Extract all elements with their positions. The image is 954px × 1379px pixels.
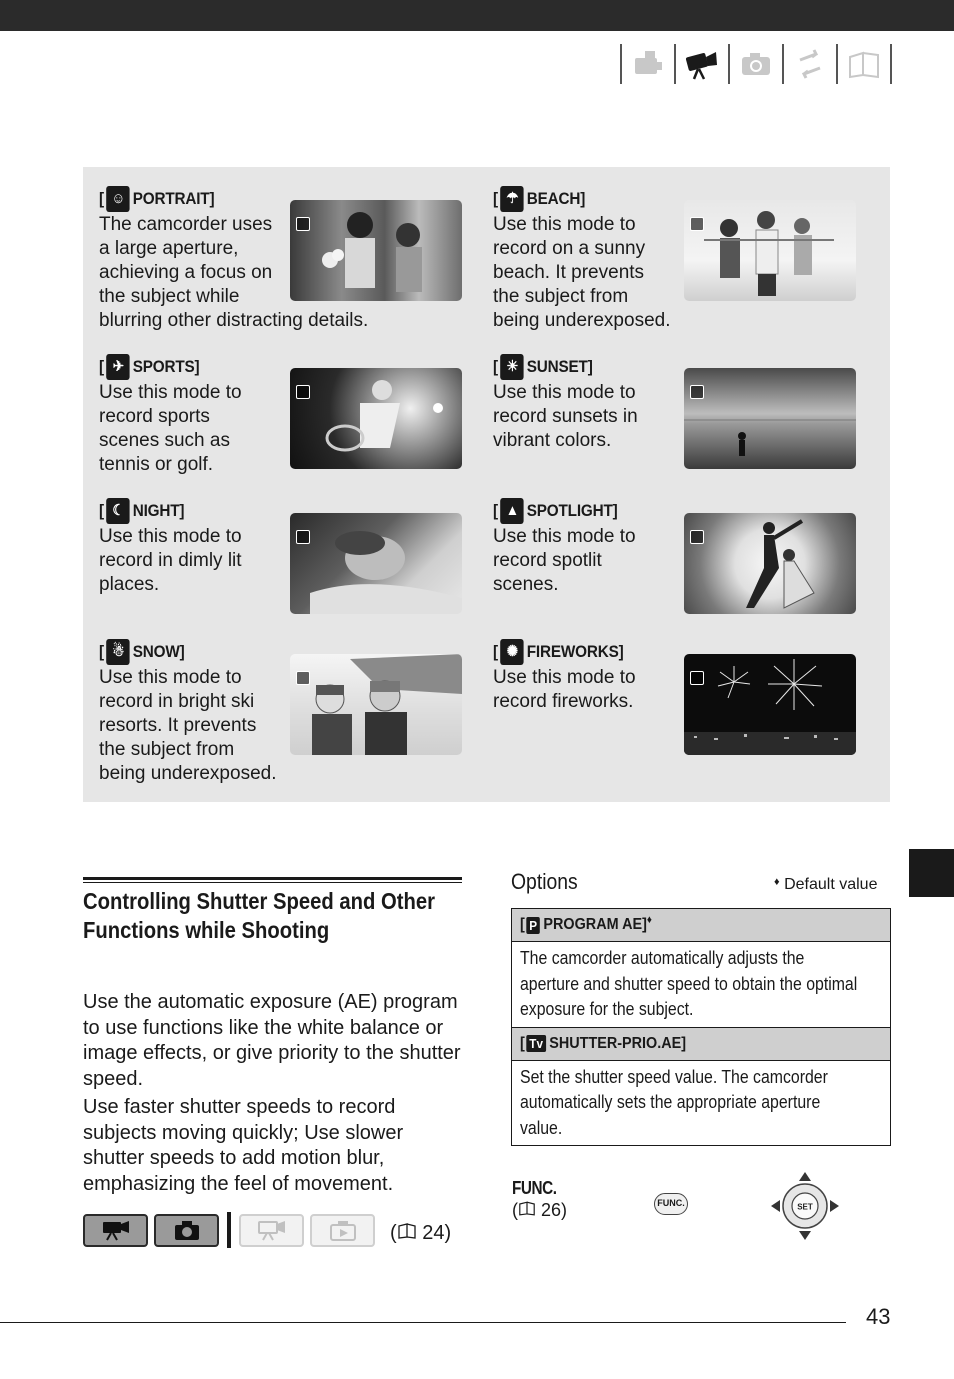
intro-text: [83, 990, 463, 1197]
scene-name: FIREWORKS]: [526, 642, 624, 661]
text-line: Use this mode to: [493, 526, 636, 547]
scene-name: SPORTS]: [132, 357, 200, 376]
text-line: record in dimly lit: [99, 550, 242, 571]
text-line: Use this mode to: [493, 667, 636, 688]
sports-sample-photo: [290, 368, 462, 469]
text-line: record sports: [99, 406, 210, 427]
text-line: record spotlit: [493, 550, 602, 571]
text-line: Use this mode to: [99, 382, 242, 403]
bracket: [: [99, 501, 104, 520]
chapter-icon-strip: [620, 44, 892, 86]
photo-mode-icon: [154, 1214, 219, 1247]
sports-icon: ✈: [107, 354, 130, 380]
section-rule: [83, 877, 462, 880]
text-line: aperture and shutter speed to obtain the optimal: [520, 973, 858, 994]
page-ref-number: 26): [536, 1200, 568, 1220]
book-ref-icon: [397, 1222, 417, 1244]
book-icon: [838, 44, 890, 84]
scene-name: SNOW]: [132, 642, 185, 661]
beach-icon: [690, 217, 704, 231]
text-line: record on a sunny: [493, 238, 646, 259]
camera-dock-icon: [622, 44, 674, 84]
option-description: [512, 942, 890, 1028]
movie-mode-icon: [83, 1214, 148, 1247]
bracket: [: [493, 642, 498, 661]
fireworks-icon: ✺: [501, 639, 524, 665]
spotlight-icon: ▲: [501, 498, 524, 524]
snow-icon: [296, 671, 310, 685]
chapter-side-tab: [909, 849, 954, 897]
text-line: scenes.: [493, 574, 559, 595]
mode-indicators: [83, 1212, 381, 1248]
bracket: [: [99, 642, 104, 661]
snow-sample-photo: [290, 654, 462, 755]
func-label: FUNC.: [512, 1178, 557, 1198]
text-line: being underexposed.: [99, 763, 277, 784]
scene-name: PORTRAIT]: [132, 189, 215, 208]
night-moon-icon: [296, 530, 310, 544]
scene-name: SUNSET]: [526, 357, 593, 376]
page-reference: [390, 1222, 451, 1245]
section-rule: [83, 882, 462, 883]
option-description: [512, 1061, 890, 1146]
shutter-priority-icon: Tv: [527, 1035, 546, 1052]
text-line: the subject from: [99, 739, 235, 760]
scene-name: BEACH]: [526, 189, 586, 208]
text-line: record in bright ski: [99, 691, 255, 712]
default-marker: ♦: [646, 914, 652, 926]
heading-line: Functions while Shooting: [83, 917, 330, 943]
bracket: [: [493, 501, 498, 520]
scene-name: NIGHT]: [132, 501, 185, 520]
bracket: [: [493, 189, 498, 208]
text-line: beach. It prevents: [493, 262, 645, 283]
sunset-icon: ☀: [501, 354, 524, 380]
text-line: tennis or golf.: [99, 454, 214, 475]
text-line: Use this mode to: [99, 526, 242, 547]
page-number: 43: [866, 1304, 891, 1329]
text-line: value.: [520, 1117, 563, 1138]
func-reference: [512, 1178, 567, 1221]
option-header-shutter-prio: [512, 1028, 890, 1061]
spotlight-icon: [690, 530, 704, 544]
option-name: SHUTTER-PRIO.AE]: [549, 1034, 687, 1052]
paragraph: Use faster shutter speeds to record subjects moving quickly; Use slower shutter speeds to add motion blur, emphasizing the feel of movement.: [83, 1096, 404, 1195]
text-line: The camcorder automatically adjusts the: [520, 948, 805, 968]
text-line: blurring other distracting details.: [99, 310, 369, 331]
scene-name: SPOTLIGHT]: [526, 501, 618, 520]
movie-playback-mode-icon: [239, 1214, 304, 1247]
text-line: automatically sets the appropriate aperture: [520, 1092, 821, 1112]
bracket: [: [99, 357, 104, 376]
top-bar: [0, 0, 954, 31]
text-line: Use this mode to: [493, 214, 636, 235]
func-page-ref: [512, 1200, 567, 1221]
paren: (: [390, 1222, 397, 1244]
text-line: achieving a focus on: [99, 262, 273, 283]
text-line: record sunsets in: [493, 406, 638, 427]
default-text: Default value: [784, 876, 878, 893]
joystick-icon: [770, 1171, 840, 1241]
beach-sample-photo: [684, 200, 856, 301]
fireworks-icon: [690, 671, 704, 685]
snow-icon: ☃: [107, 639, 130, 665]
night-moon-icon: ☾: [107, 498, 130, 524]
night-sample-photo: [290, 513, 462, 614]
transfer-arrows-icon: [784, 44, 836, 84]
func-button-icon: FUNC.: [654, 1193, 688, 1215]
page-ref-number: 24): [416, 1222, 452, 1244]
book-ref-icon: [518, 1200, 536, 1220]
text-line: The camcorder uses: [99, 214, 273, 235]
paragraph: Use the automatic exposure (AE) program to use functions like the white balance or image effects, or give priority to the shutter speed.: [83, 991, 461, 1090]
fireworks-sample-photo: [684, 654, 856, 755]
text-line: the subject from: [493, 286, 629, 307]
heading-line: Controlling Shutter Speed and Other: [83, 888, 435, 914]
portrait-icon: ☺: [107, 186, 130, 212]
text-line: Set the shutter speed value. The camcorder: [520, 1066, 828, 1087]
text-line: being underexposed.: [493, 310, 671, 331]
default-marker: ♦: [774, 876, 780, 888]
sunset-sample-photo: [684, 368, 856, 469]
portrait-sample-photo: [290, 200, 462, 301]
option-name: PROGRAM AE]: [543, 916, 647, 933]
text-line: record fireworks.: [493, 691, 634, 712]
text-line: scenes such as: [99, 430, 230, 451]
mode-divider: [227, 1212, 231, 1248]
program-ae-icon: P: [527, 917, 540, 934]
option-header-program-ae: [512, 909, 890, 942]
footer-rule: [0, 1322, 846, 1323]
text-line: the subject while: [99, 286, 240, 307]
spotlight-sample-photo: [684, 513, 856, 614]
portrait-icon: [296, 217, 310, 231]
section-heading: [83, 887, 435, 945]
set-label: SET: [797, 1202, 813, 1212]
bracket: [: [493, 357, 498, 376]
separator: [890, 44, 892, 84]
options-label: Options: [511, 869, 578, 894]
sunset-icon: [690, 385, 704, 399]
text-line: Use this mode to: [493, 382, 636, 403]
beach-icon: ☂: [501, 186, 524, 212]
default-value-note: [774, 876, 877, 894]
options-table: [511, 908, 891, 1146]
text-line: resorts. It prevents: [99, 715, 257, 736]
bracket: [: [520, 1034, 525, 1052]
text-line: exposure for the subject.: [520, 999, 694, 1019]
sports-icon: [296, 385, 310, 399]
bracket: [: [520, 916, 525, 933]
movie-camera-icon: [676, 44, 728, 84]
bracket: [: [99, 189, 104, 208]
photo-playback-mode-icon: [310, 1214, 375, 1247]
text-line: Use this mode to: [99, 667, 242, 688]
text-line: vibrant colors.: [493, 430, 612, 451]
paren: (: [512, 1200, 518, 1220]
still-camera-icon: [730, 44, 782, 84]
text-line: a large aperture,: [99, 238, 239, 259]
text-line: places.: [99, 574, 160, 595]
